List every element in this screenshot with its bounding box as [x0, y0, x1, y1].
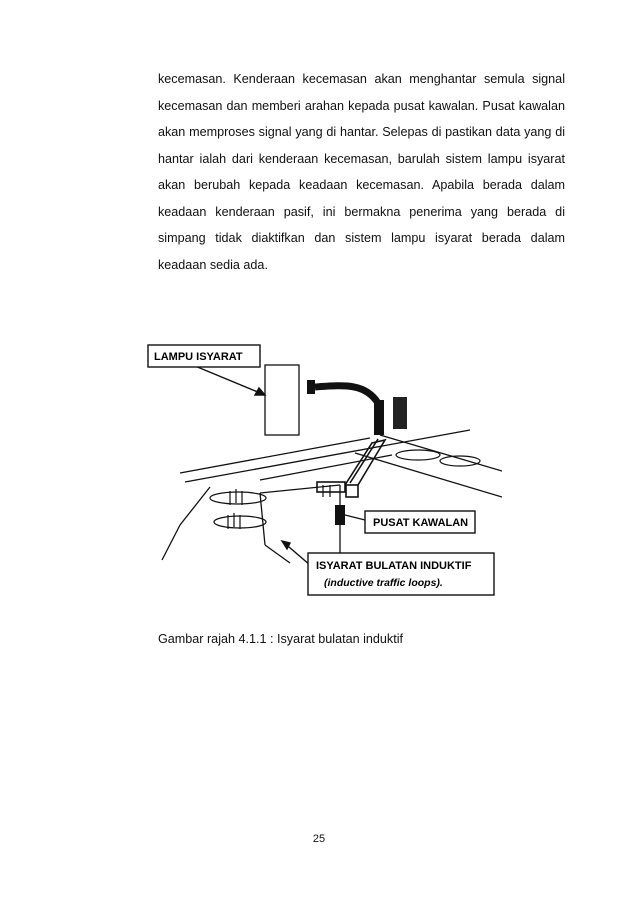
inductive-loops-label: (inductive traffic loops).: [324, 577, 443, 589]
lampu-isyarat-label: LAMPU ISYARAT: [154, 351, 243, 363]
inductive-loop-diagram: [140, 335, 502, 607]
traffic-light-pole: [265, 365, 407, 435]
body-paragraph: kecemasan. Kenderaan kecemasan akan menghantar semula signal kecemasan dan memberi arahan kepada pusat kawalan. Pusat kawalan akan memproses signal yang di hantar. Selepas di pastikan data yang di hantar ialah dari kenderaan kecemasan, barulah sistem lampu isyarat akan berubah kepada keadaan kecemasan. Apabila berada dalam keadaan kenderaan pasif, ini bermakna penerima yang berada di simpang tidak diaktifkan dan sistem lampu isyarat berada dalam keadaan sedia ada.: [158, 72, 565, 272]
page-number: 25: [312, 833, 326, 845]
diagram-svg: [140, 335, 502, 607]
figure-caption: Gambar rajah 4.1.1 : Isyarat bulatan induktif: [158, 632, 404, 646]
pusat-kawalan-label: PUSAT KAWALAN: [373, 517, 469, 529]
control-box: [335, 505, 345, 525]
isyarat-bulatan-label: ISYARAT BULATAN INDUKTIF: [316, 560, 472, 572]
